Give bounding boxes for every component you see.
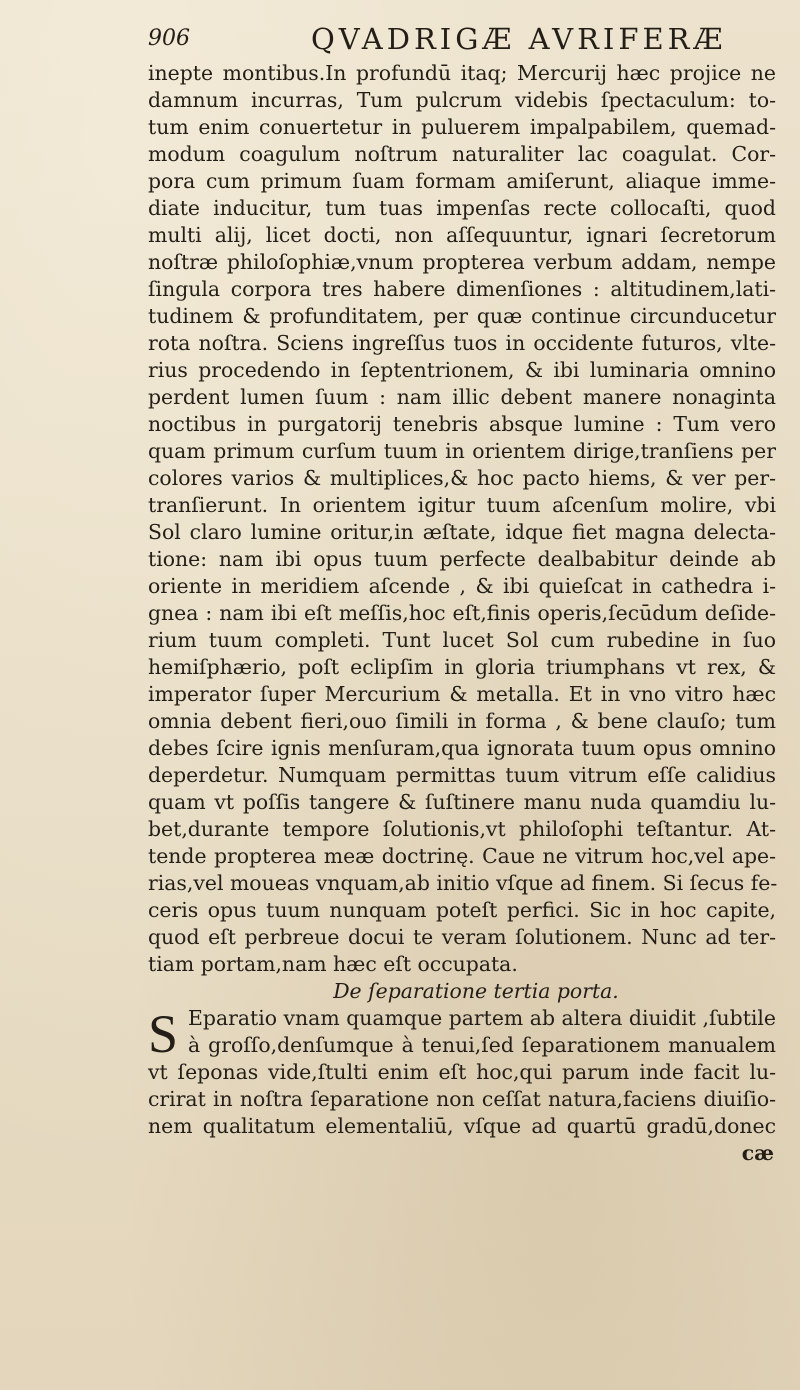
- text-line: omnia debent fieri,ouo ſimili in forma , & bene clauſo; tum: [148, 709, 776, 733]
- catchword: cæ: [741, 1141, 774, 1165]
- text-line: rius procedendo in ſeptentrionem, & ibi luminaria omnino: [148, 358, 776, 382]
- text-line: rias,vel moueas vnquam,ab initio vſque ad finem. Si ſecus fe-: [148, 871, 778, 895]
- text-line: à groſſo,denſumque à tenui,ſed ſeparationem manualem: [188, 1033, 776, 1057]
- text-line: ceris opus tuum nunquam poteſt perfici. Sic in hoc capite,: [148, 898, 776, 922]
- text-line: tende propterea meæ doctrinę. Caue ne vitrum hoc,vel ape-: [148, 844, 776, 868]
- text-line: tione: nam ibi opus tuum perfecte dealbabitur deinde ab: [148, 547, 776, 571]
- text-line: oriente in meridiem aſcende , & ibi quieſcat in cathedra i-: [148, 574, 776, 598]
- text-line: modum coagulum noſtrum naturaliter lac coagulat. Cor-: [148, 142, 776, 166]
- text-line: vt ſeponas vide,ſtulti enim eſt hoc,qui parum inde facit lu-: [148, 1060, 776, 1084]
- text-line: tudinem & profunditatem, per quæ continue circunducetur: [148, 304, 776, 328]
- text-line: inepte montibus.In profundū itaq; Mercurij hæc projice ne: [148, 61, 776, 85]
- text-line: Sol claro lumine oritur,in æſtate, idque fiet magna delecta-: [148, 520, 776, 544]
- text-line: quod eſt perbreue docui te veram ſolutionem. Nunc ad ter-: [148, 925, 776, 949]
- text-line: debes ſcire ignis menſuram,qua ignorata tuum opus omnino: [148, 736, 776, 760]
- text-line: gnea : nam ibi eſt meſſis,hoc eſt,finis operis,ſecūdum deſide-: [148, 601, 776, 625]
- text-line: rota noſtra. Sciens ingreſſus tuos in occidente futuros, vlte-: [148, 331, 776, 355]
- text-line: tranſierunt. In orientem igitur tuum aſcenſum molire, vbi: [148, 493, 776, 517]
- text-line: noſtræ philoſophiæ,vnum propterea verbum addam, nempe: [148, 250, 776, 274]
- text-line: quam vt poſſis tangere & ſuſtinere manu nuda quamdiu lu-: [148, 790, 776, 814]
- text-line: deperdetur. Numquam permittas tuum vitrum eſſe calidius: [148, 763, 776, 787]
- text-line: rium tuum completi. Tunt lucet Sol cum rubedine in ſuo: [148, 628, 776, 652]
- text-line: bet,durante tempore ſolutionis,vt philoſophi teſtantur. At-: [148, 817, 776, 841]
- text-line: nem qualitatum elementaliū, vſque ad quartū gradū,donec: [148, 1114, 776, 1138]
- page-header: [148, 20, 727, 60]
- text-line: noctibus in purgatorij tenebris absque lumine : Tum vero: [148, 412, 776, 436]
- text-line: tiam portam,nam hæc eſt occupata.: [148, 952, 518, 976]
- drop-cap: S: [148, 1004, 179, 1064]
- text-line: perdent lumen ſuum : nam illic debent manere nonaginta: [148, 385, 776, 409]
- text-line: multi alij, licet docti, non aſſequuntur, ignari ſecretorum: [148, 223, 776, 247]
- text-line: colores varios & multiplices,& hoc pacto hiems, & ver per-: [148, 466, 776, 490]
- text-line: ſingula corpora tres habere dimenſiones : altitudinem,lati-: [148, 277, 776, 301]
- running-title: QVADRIGÆ AVRIFERÆ: [311, 22, 727, 56]
- text-line: imperator ſuper Mercurium & metalla. Et in vno vitro hæc: [148, 682, 776, 706]
- page-number: 906: [148, 26, 190, 51]
- text-line: tum enim conuertetur in puluerem impalpabilem, quemad-: [148, 115, 776, 139]
- text-line: diate inducitur, tum tuas impenſas recte collocaſti, quod: [148, 196, 776, 220]
- body-text: [148, 60, 776, 1167]
- text-line: crirat in noſtra ſeparatione non ceſſat natura,faciens diuiſio-: [148, 1087, 776, 1111]
- section-heading: De ſeparatione tertia porta.: [333, 979, 619, 1003]
- text-line: quam primum curſum tuum in orientem dirige,tranſiens per: [148, 439, 776, 463]
- text-line: damnum incurras, Tum pulcrum videbis ſpectaculum: to-: [148, 88, 776, 112]
- section-line-text: Eparatio vnam quamque partem ab altera diuidit ,ſubtile: [188, 1006, 776, 1030]
- text-line: pora cum primum ſuam formam amiſerunt, aliaque imme-: [148, 169, 776, 193]
- text-line: hemiſphærio, poſt eclipſim in gloria triumphans vt rex, &: [148, 655, 776, 679]
